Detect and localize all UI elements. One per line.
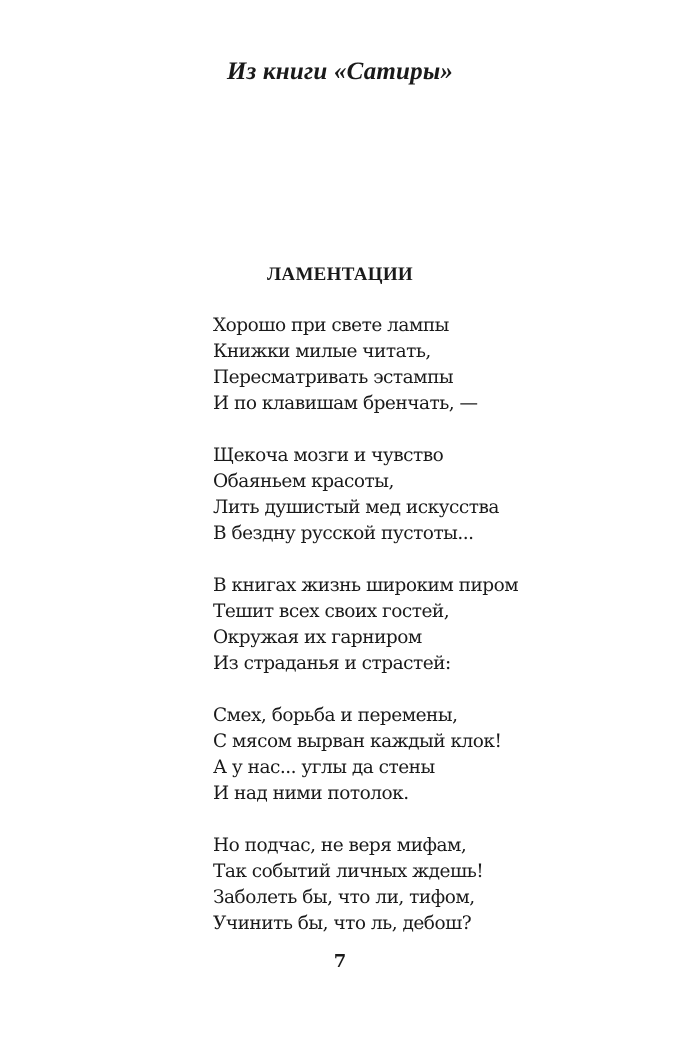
poem-line: Хорошо при свете лампы <box>213 315 449 336</box>
poem-line: А у нас... углы да стены <box>213 757 435 778</box>
poem-line: Книжки милые читать, <box>213 341 431 362</box>
stanza-1 <box>213 313 653 417</box>
poem-line: В книгах жизнь широким пиром <box>213 575 519 596</box>
poem-line: И по клавишам бренчать, — <box>213 393 478 414</box>
poem-line: Заболеть бы, что ли, тифом, <box>213 887 475 908</box>
poem-line: Тешит всех своих гостей, <box>213 601 450 622</box>
poem-line: Обаяньем красоты, <box>213 471 394 492</box>
stanza-3 <box>213 573 653 677</box>
poem-line: Лить душистый мед искусства <box>213 497 499 518</box>
page-number: 7 <box>333 951 347 972</box>
poem-line: Так событий личных ждешь! <box>213 861 484 882</box>
poem-line: Из страданья и страстей: <box>213 653 451 674</box>
stanza-5 <box>213 833 653 937</box>
poem-body <box>213 313 653 963</box>
stanza-4 <box>213 703 653 807</box>
poem-line: Пересматривать эстампы <box>213 367 454 388</box>
poem-line: Окружая их гарниром <box>213 627 422 648</box>
poem-line: И над ними потолок. <box>213 783 409 804</box>
poem-line: Щекоча мозги и чувство <box>213 445 444 466</box>
poem-line: В бездну русской пустоты... <box>213 523 474 544</box>
poem-line: Смех, борьба и перемены, <box>213 705 458 726</box>
poem-line: С мясом вырван каждый клок! <box>213 731 502 752</box>
poem-line: Учинить бы, что ль, дебош? <box>213 913 472 934</box>
poem-line: Но подчас, не веря мифам, <box>213 835 467 856</box>
poem-title: ЛАМЕНТАЦИИ <box>266 264 414 285</box>
stanza-2 <box>213 443 653 547</box>
running-head: Из книги «Сатиры» <box>226 58 454 85</box>
